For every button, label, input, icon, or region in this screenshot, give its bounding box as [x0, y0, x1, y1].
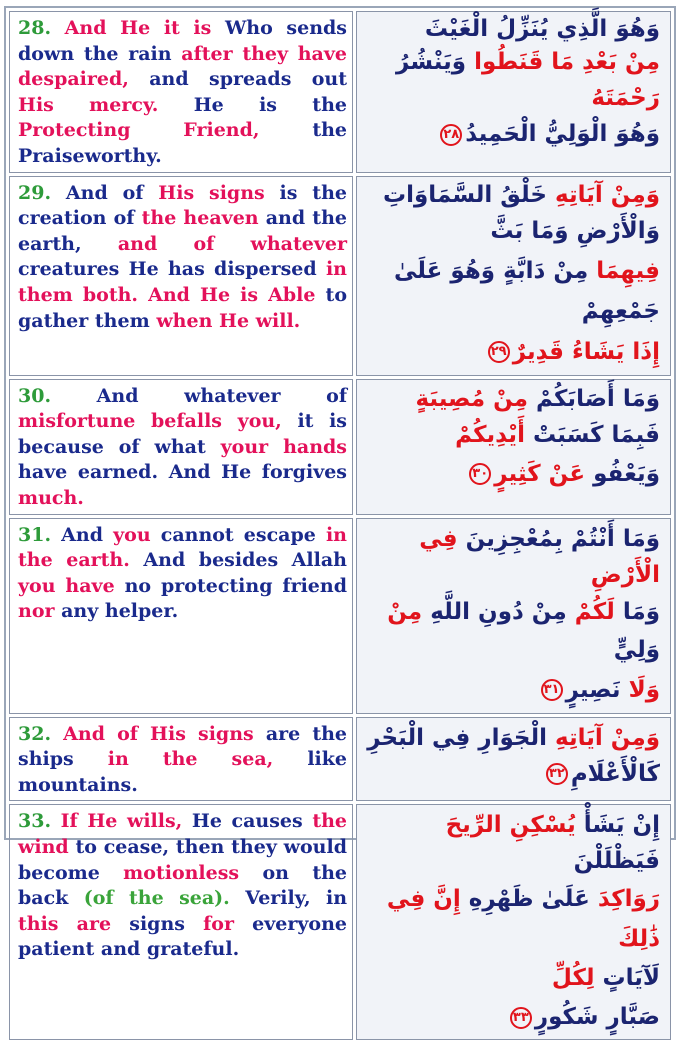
verse-arabic-cell	[356, 11, 671, 173]
arabic-line	[365, 179, 660, 211]
verse-english-text: And of	[51, 722, 151, 745]
verse-arabic-cell	[356, 518, 671, 714]
arabic-line	[365, 382, 660, 416]
arabic-text: وَهُوَ الْوَلِيُّ الْحَمِيدُ	[465, 121, 660, 147]
verse-number: 32.	[18, 722, 52, 745]
arabic-line	[365, 669, 660, 711]
verse-english-text: you	[113, 523, 161, 546]
arabic-text: لِكُلِّ	[551, 965, 595, 992]
verse-english-text: And besides Allah	[143, 549, 347, 572]
verse-english-cell	[9, 379, 353, 515]
verse-english-text: motionless	[123, 861, 263, 884]
arabic-line	[365, 959, 660, 997]
verse-number: 33.	[18, 810, 52, 833]
verse-row	[9, 518, 671, 714]
arabic-text: عَنْ كَثِيرٍ	[494, 460, 586, 487]
arabic-line	[365, 251, 660, 331]
verse-english-text: have earned. And He forgives	[18, 461, 347, 484]
verse-english-text: Verily, in	[245, 887, 348, 910]
verse-english-text: on the back	[18, 861, 347, 910]
arabic-text: وَالْأَرْضِ وَمَا بَثَّ	[490, 217, 660, 244]
arabic-text: إِنْ يَشَأْ	[575, 812, 660, 839]
arabic-text: يُسْكِنِ الرِّيحَ	[445, 812, 576, 839]
arabic-text: عَلَىٰ ظَهْرِهِ	[460, 886, 590, 913]
verse-english-text: His signs	[150, 722, 266, 745]
verse-english-text: much.	[18, 486, 84, 509]
verse-english-text: to cease, then they would become	[18, 835, 347, 884]
verse-english-text: the wind	[18, 810, 347, 858]
arabic-text: مِنْ	[387, 598, 423, 625]
arabic-text: إِنَّ فِي ذَٰلِكَ	[386, 886, 660, 953]
verse-english-text: Protecting Friend,	[18, 119, 313, 142]
verse-number: 28.	[18, 17, 52, 39]
arabic-line	[365, 116, 660, 152]
verse-arabic-cell	[356, 717, 671, 802]
verse-english-text: everyone patient and grateful.	[18, 912, 347, 961]
arabic-text: رَوَاكِدَ	[589, 886, 660, 913]
arabic-text: وَمَا أَصَابَكُمْ	[528, 385, 660, 412]
verse-row	[9, 11, 671, 173]
arabic-text: وَهُوَ عَلَىٰ جَمْعِهِمْ	[394, 257, 660, 324]
arabic-text: وَمِنْ آيَاتِهِ	[547, 181, 660, 208]
verse-english-text: like mountains.	[18, 748, 348, 796]
arabic-line	[365, 416, 660, 454]
arabic-text: وَمَا	[614, 598, 660, 625]
verse-english-text: to gather them	[18, 283, 347, 332]
verse-english-cell	[9, 11, 353, 173]
arabic-line	[365, 593, 660, 669]
arabic-text: لَكُمْ	[566, 598, 615, 625]
verse-english-text: signs	[129, 912, 204, 935]
arabic-text: وَهُوَ الَّذِي يُنَزِّلُ الْغَيْثَ	[424, 16, 660, 42]
verse-english-text: are the ships	[18, 722, 348, 771]
arabic-line	[365, 454, 660, 494]
verse-english-text: no protecting friend	[124, 574, 347, 597]
arabic-text: الْجَوَارِ فِي الْبَحْرِ كَالْأَعْلَامِ	[367, 724, 660, 787]
arabic-text: مِنْ دُونِ اللَّهِ	[422, 598, 567, 625]
verse-english-text: and of whatever	[117, 232, 347, 255]
verse-english-text: it is because of what	[18, 410, 347, 458]
verse-english-text: misfortune befalls you,	[18, 410, 298, 433]
verse-english-text: in the earth.	[18, 523, 347, 572]
arabic-text: فَبِمَا كَسَبَتْ	[524, 421, 660, 448]
arabic-line	[365, 211, 660, 251]
arabic-text: صَبَّارٍ شَكُورٍ	[534, 1004, 660, 1031]
verse-english-text: after they have despaired,	[18, 42, 347, 91]
arabic-line	[365, 807, 660, 879]
arabic-text: أَيْدِيكُمْ	[455, 421, 525, 448]
verse-english-text: If He wills,	[51, 810, 192, 833]
verse-english-cell	[9, 176, 353, 376]
verse-english-text: when He will.	[156, 309, 301, 332]
ayah-number-marker: ٣١	[541, 679, 563, 701]
arabic-text: خَلْقُ السَّمَاوَاتِ	[383, 181, 547, 208]
arabic-text: لَآيَاتٍ	[594, 965, 660, 992]
verse-english-text: And of	[51, 181, 159, 204]
verse-english-text: His signs	[158, 181, 280, 204]
verse-row	[9, 379, 671, 515]
verse-number: 29.	[18, 181, 52, 204]
arabic-text: مِنْ بَعْدِ مَا قَنَطُوا	[466, 49, 660, 75]
verse-arabic-cell	[356, 379, 671, 515]
verse-english-text: His mercy.	[18, 93, 194, 116]
arabic-line	[365, 720, 660, 792]
verse-english-text: in the sea,	[107, 748, 308, 771]
verse-arabic-cell	[356, 804, 671, 1040]
verse-row	[9, 176, 671, 376]
ayah-number-marker: ٢٨	[440, 124, 462, 146]
arabic-text: رَحْمَتَهُ	[591, 85, 660, 111]
verse-english-text: the Praiseworthy.	[18, 119, 347, 167]
verse-english-text: this	[18, 912, 77, 935]
verse-english-text: in them both. And He is Able	[18, 258, 347, 306]
verse-english-text: He it is	[120, 17, 225, 39]
verse-english-text: creatures He has dispersed	[18, 258, 326, 281]
arabic-text: فِي الْأَرْضِ	[419, 525, 660, 588]
arabic-text: وَيَنْشُرُ	[396, 49, 467, 75]
arabic-text: وَمَا أَنْتُمْ بِمُعْجِزِينَ	[457, 525, 660, 552]
arabic-text: وَلَا	[620, 676, 660, 703]
verse-english-cell	[9, 804, 353, 1040]
arabic-line	[365, 997, 660, 1037]
verse-english-text: your hands	[220, 435, 347, 458]
verse-english-cell	[9, 717, 353, 802]
arabic-text: مِنْ دَابَّةٍ	[495, 257, 589, 284]
verse-row	[9, 717, 671, 802]
verse-english-text: and the earth,	[18, 207, 347, 255]
arabic-text: فِيهِمَا	[588, 257, 660, 284]
verse-arabic-cell	[356, 176, 671, 376]
arabic-line	[365, 521, 660, 593]
verse-number: 30.	[18, 384, 52, 407]
verse-english-text: for	[203, 912, 253, 935]
ayah-number-marker: ٢٩	[488, 341, 510, 363]
arabic-text: وَلِيٍّ	[613, 636, 660, 663]
verse-english-text: He causes	[191, 810, 313, 833]
verse-row	[9, 804, 671, 1040]
verse-english-text: and spreads out	[149, 68, 348, 91]
arabic-text: مِنْ مُصِيبَةٍ	[415, 385, 529, 412]
arabic-text: نَصِيرٍ	[565, 676, 621, 703]
verse-english-text: (of the sea).	[83, 887, 246, 910]
verse-number: 31.	[18, 523, 52, 546]
arabic-line	[365, 879, 660, 959]
arabic-text: وَمِنْ آيَاتِهِ	[547, 724, 660, 751]
ayah-number-marker: ٣٣	[510, 1007, 532, 1029]
arabic-line	[365, 44, 660, 116]
arabic-line	[365, 14, 660, 44]
ayah-number-marker: ٣٢	[546, 763, 568, 785]
ayah-number-marker: ٣٠	[469, 463, 491, 485]
verse-english-text: nor	[18, 600, 62, 623]
verse-english-text: cannot escape	[160, 523, 326, 546]
verse-english-text: any helper.	[61, 600, 179, 623]
verses-table	[6, 8, 674, 1043]
arabic-line	[365, 331, 660, 373]
verse-english-text: And	[51, 17, 121, 39]
verse-english-text: And	[51, 523, 114, 546]
verse-english-text: Who sends down the rain	[18, 17, 347, 65]
verse-english-text: He is the	[193, 93, 347, 116]
verse-english-text: the heaven	[141, 207, 266, 230]
arabic-text: فَيَظْلَلْنَ	[573, 848, 660, 875]
verse-english-cell	[9, 518, 353, 714]
verse-english-text: are	[76, 912, 130, 935]
arabic-text: وَيَعْفُو	[585, 460, 660, 487]
verse-english-text: you have	[18, 574, 125, 597]
verse-english-text: And whatever of	[51, 384, 347, 407]
verses-table-frame	[4, 6, 676, 1031]
arabic-text: إِذَا يَشَاءُ قَدِيرٌ	[512, 338, 660, 365]
verse-english-text: is the creation of	[18, 181, 347, 230]
